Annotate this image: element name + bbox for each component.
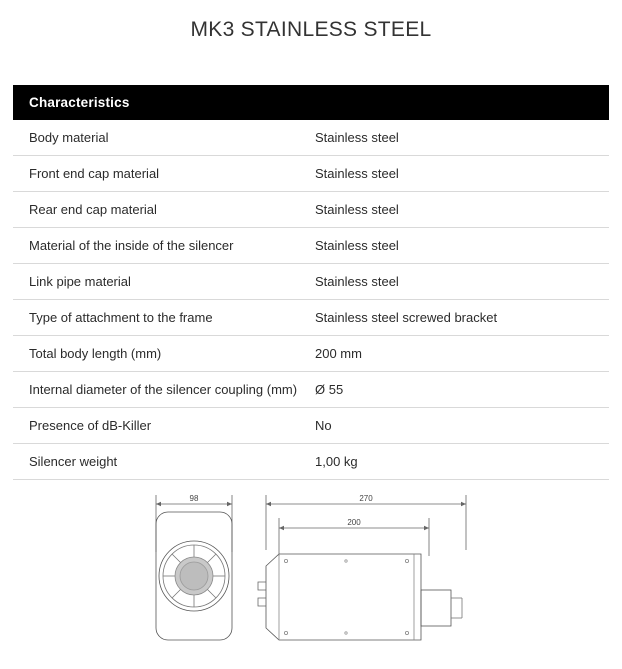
page-title: MK3 STAINLESS STEEL (190, 18, 432, 41)
row-label: Link pipe material (13, 264, 311, 300)
front-dim-arrow-left (156, 502, 161, 506)
characteristics-table (13, 85, 609, 480)
row-label: Presence of dB-Killer (13, 408, 311, 444)
front-spoke-sw (172, 589, 181, 598)
row-value: Stainless steel (311, 264, 609, 300)
side-body-arrow-left (279, 526, 284, 530)
table-body (13, 120, 609, 480)
table-row (13, 192, 609, 228)
front-mesh-inner (180, 562, 208, 590)
table-row (13, 408, 609, 444)
side-overall-arrow-left (266, 502, 271, 506)
table-row (13, 264, 609, 300)
side-rivet (345, 560, 347, 562)
side-rivet (405, 631, 408, 634)
row-label: Internal diameter of the silencer coupling (mm) (13, 372, 311, 408)
side-body-arrow-right (424, 526, 429, 530)
row-label: Body material (13, 120, 311, 156)
table-header-row (13, 85, 609, 120)
row-label: Front end cap material (13, 156, 311, 192)
side-rivet (284, 631, 287, 634)
side-link-pipe (421, 590, 451, 626)
side-bracket-upper (258, 582, 266, 590)
row-label: Total body length (mm) (13, 336, 311, 372)
side-overall-arrow-right (461, 502, 466, 506)
row-value: Stainless steel (311, 156, 609, 192)
row-label: Silencer weight (13, 444, 311, 480)
table-row (13, 228, 609, 264)
side-overall-label: 270 (359, 494, 373, 503)
front-spoke-ne (207, 554, 216, 563)
row-label: Type of attachment to the frame (13, 300, 311, 336)
side-bracket-lower (258, 598, 266, 606)
table-row (13, 300, 609, 336)
table-row (13, 444, 609, 480)
table-row (13, 120, 609, 156)
row-value: Stainless steel (311, 228, 609, 264)
front-spoke-se (207, 589, 216, 598)
table-row (13, 156, 609, 192)
side-rivet (405, 559, 408, 562)
table-row (13, 336, 609, 372)
row-label: Rear end cap material (13, 192, 311, 228)
table-row (13, 372, 609, 408)
row-value: Stainless steel (311, 120, 609, 156)
row-value: Stainless steel screwed bracket (311, 300, 609, 336)
side-rivet (345, 632, 347, 634)
side-body-label: 200 (347, 518, 361, 527)
front-width-label: 98 (189, 494, 199, 503)
side-rivet (284, 559, 287, 562)
technical-drawing (0, 490, 622, 650)
row-label: Material of the inside of the silencer (13, 228, 311, 264)
row-value: Stainless steel (311, 192, 609, 228)
table-header-cell: Characteristics (13, 85, 609, 120)
row-value: 1,00 kg (311, 444, 609, 480)
row-value: No (311, 408, 609, 444)
row-value: Ø 55 (311, 372, 609, 408)
front-spoke-nw (172, 554, 181, 563)
row-value: 200 mm (311, 336, 609, 372)
side-body-outline (266, 554, 421, 640)
table-header (13, 85, 609, 120)
drawing-svg (146, 490, 476, 645)
front-dim-arrow-right (227, 502, 232, 506)
